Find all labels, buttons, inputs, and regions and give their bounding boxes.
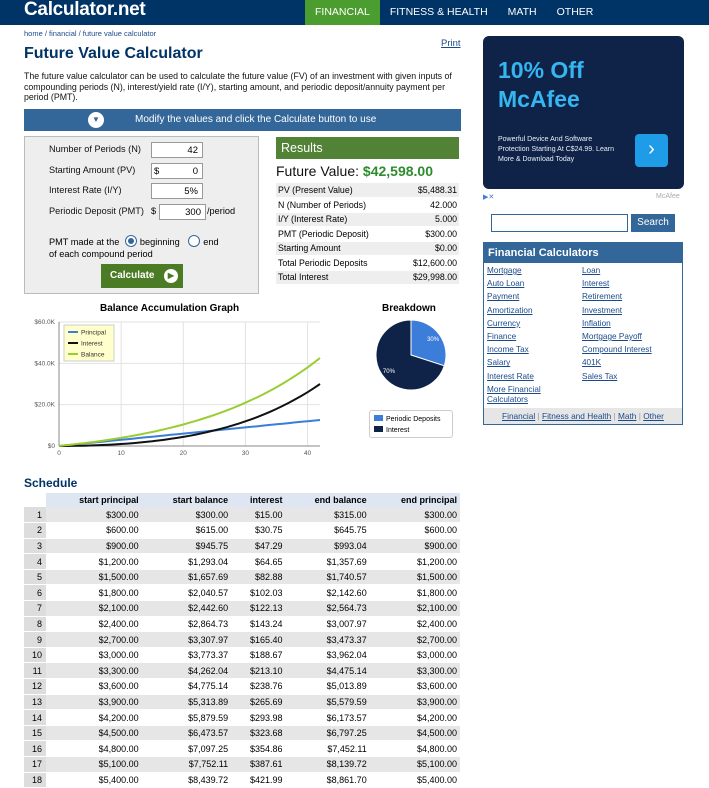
schedule-cell: $2,142.60 bbox=[286, 585, 370, 601]
calc-link-mortgage[interactable]: Mortgage bbox=[487, 266, 522, 275]
table-row bbox=[24, 741, 460, 757]
schedule-cell: $3,007.97 bbox=[286, 616, 370, 632]
result-label: Total Periodic Deposits bbox=[276, 256, 397, 271]
schedule-cell: $323.68 bbox=[231, 725, 285, 741]
schedule-cell: $15.00 bbox=[231, 507, 285, 523]
top-bar bbox=[0, 0, 709, 25]
mcafee-ad[interactable] bbox=[483, 36, 684, 189]
start-amount-prefix: $ bbox=[154, 166, 160, 177]
schedule-cell: $5,013.89 bbox=[286, 679, 370, 695]
schedule-cell: $3,600.00 bbox=[370, 679, 460, 695]
deposit-prefix: $ bbox=[151, 206, 157, 216]
balance-accumulation-chart bbox=[24, 312, 324, 462]
pie-label-periodic-deposits: 30% bbox=[427, 336, 440, 343]
schedule-cell: $82.88 bbox=[231, 569, 285, 585]
schedule-cell: $102.03 bbox=[231, 585, 285, 601]
series-line-interest bbox=[59, 384, 320, 446]
schedule-cell: $5,100.00 bbox=[370, 757, 460, 773]
period-number: 7 bbox=[24, 601, 46, 617]
schedule-cell: $3,900.00 bbox=[46, 694, 142, 710]
table-row bbox=[24, 632, 460, 648]
interest-rate-value: 5 bbox=[184, 186, 190, 197]
schedule-cell: $3,300.00 bbox=[370, 663, 460, 679]
schedule-cell: $4,800.00 bbox=[46, 741, 142, 757]
schedule-cell: $300.00 bbox=[142, 507, 232, 523]
schedule-cell: $4,500.00 bbox=[46, 725, 142, 741]
period-number: 15 bbox=[24, 725, 46, 741]
search-input[interactable] bbox=[491, 214, 628, 232]
financial-calculators-links bbox=[484, 263, 682, 408]
breakdown-title: Breakdown bbox=[382, 303, 436, 314]
footer-link-fitness-and-health[interactable]: Fitness and Health bbox=[542, 411, 612, 421]
schedule-cell: $7,752.11 bbox=[142, 757, 232, 773]
input-form bbox=[24, 136, 259, 294]
y-tick-label: $0 bbox=[47, 443, 55, 450]
schedule-cell: $5,313.89 bbox=[142, 694, 232, 710]
result-label: I/Y (Interest Rate) bbox=[276, 212, 397, 227]
results-table bbox=[276, 183, 459, 285]
period-number: 2 bbox=[24, 523, 46, 539]
calc-link-amortization[interactable]: Amortization bbox=[487, 305, 533, 315]
start-amount-label: Starting Amount (PV) bbox=[49, 165, 136, 175]
schedule-cell: $8,139.72 bbox=[286, 757, 370, 773]
nav-fitness-health[interactable]: FITNESS & HEALTH bbox=[389, 6, 488, 18]
footer-link-other[interactable]: Other bbox=[643, 411, 664, 421]
ad-choices-icon[interactable]: ▶✕ bbox=[483, 194, 495, 201]
schedule-cell: $387.61 bbox=[231, 757, 285, 773]
calc-link-auto-loan[interactable]: Auto Loan bbox=[487, 279, 525, 289]
result-row bbox=[276, 212, 459, 227]
calc-link-payment[interactable]: Payment bbox=[487, 292, 520, 302]
financial-calculators-panel bbox=[483, 242, 683, 425]
column-header: end principal bbox=[370, 493, 460, 507]
start-amount-value: 0 bbox=[192, 166, 198, 177]
schedule-cell: $1,200.00 bbox=[46, 554, 142, 570]
calc-link-interest-rate[interactable]: Interest Rate bbox=[487, 371, 534, 381]
schedule-cell: $1,657.69 bbox=[142, 569, 232, 585]
schedule-cell: $5,400.00 bbox=[46, 772, 142, 788]
schedule-cell: $165.40 bbox=[231, 632, 285, 648]
period-number: 6 bbox=[24, 585, 46, 601]
periodic-deposit-label: Periodic Deposit (PMT) bbox=[49, 206, 144, 216]
result-label: Total Interest bbox=[276, 270, 397, 285]
period-number: 10 bbox=[24, 647, 46, 663]
schedule-cell: $421.99 bbox=[231, 772, 285, 788]
ad-body: Powerful Device And Software Protection Starting At C$24.99. Learn More & Download Today bbox=[498, 136, 614, 163]
result-label: N (Number of Periods) bbox=[276, 198, 397, 213]
table-row bbox=[24, 585, 460, 601]
breakdown-pie-chart bbox=[372, 316, 450, 394]
deposit-suffix: /period bbox=[207, 206, 236, 216]
site-logo[interactable]: Calculator.net bbox=[24, 0, 146, 20]
schedule-cell: $2,442.60 bbox=[142, 601, 232, 617]
breadcrumb[interactable]: home / financial / future value calculator bbox=[24, 29, 157, 38]
schedule-table bbox=[24, 493, 460, 788]
pie-label-interest: 70% bbox=[382, 369, 395, 376]
column-header: start principal bbox=[46, 493, 142, 507]
schedule-cell: $1,740.57 bbox=[286, 569, 370, 585]
schedule-cell: $8,439.72 bbox=[142, 772, 232, 788]
calc-link-investment[interactable]: Investment bbox=[582, 305, 623, 315]
schedule-cell: $5,100.00 bbox=[46, 757, 142, 773]
schedule-cell: $1,500.00 bbox=[46, 569, 142, 585]
calc-link-compound-interest[interactable]: Compound Interest bbox=[582, 345, 652, 355]
main-nav bbox=[305, 0, 603, 25]
periodic-deposit-input[interactable]: 300 bbox=[159, 204, 206, 220]
start-amount-input[interactable] bbox=[151, 163, 203, 179]
schedule-cell: $4,775.14 bbox=[142, 679, 232, 695]
result-value: $12,600.00 bbox=[397, 256, 459, 271]
schedule-cell: $1,800.00 bbox=[46, 585, 142, 601]
pmt-beginning-radio[interactable] bbox=[125, 235, 137, 247]
schedule-cell: $1,500.00 bbox=[370, 569, 460, 585]
result-row bbox=[276, 227, 459, 242]
calc-link-retirement[interactable]: Retirement bbox=[582, 292, 623, 302]
table-row bbox=[24, 694, 460, 710]
calc-link-mortgage-payoff[interactable]: Mortgage Payoff bbox=[582, 332, 642, 341]
calc-link-income-tax[interactable]: Income Tax bbox=[487, 345, 529, 355]
result-row bbox=[276, 198, 459, 213]
schedule-cell: $122.13 bbox=[231, 601, 285, 617]
balance-graph-title: Balance Accumulation Graph bbox=[100, 303, 240, 314]
schedule-cell: $5,579.59 bbox=[286, 694, 370, 710]
periods-label: Number of Periods (N) bbox=[49, 144, 141, 154]
results-heading: Results bbox=[276, 137, 459, 159]
schedule-cell: $143.24 bbox=[231, 616, 285, 632]
schedule-cell: $2,040.57 bbox=[142, 585, 232, 601]
legend-periodic-deposits: Periodic Deposits bbox=[374, 414, 448, 425]
schedule-cell: $1,293.04 bbox=[142, 554, 232, 570]
table-row bbox=[24, 710, 460, 726]
column-header: start balance bbox=[142, 493, 232, 507]
schedule-cell: $300.00 bbox=[46, 507, 142, 523]
result-label: Starting Amount bbox=[276, 241, 397, 256]
result-row bbox=[276, 241, 459, 256]
schedule-cell: $3,307.97 bbox=[142, 632, 232, 648]
calculate-label: Calculate bbox=[110, 270, 155, 281]
schedule-cell: $1,800.00 bbox=[370, 585, 460, 601]
schedule-cell: $2,700.00 bbox=[370, 632, 460, 648]
result-label: PV (Present Value) bbox=[276, 183, 397, 198]
intro-text: The future value calculator can be used to calculate the future value (FV) of an investment with given inputs of compounding periods (N), interest/yield rate (I/Y), starting amount, and periodic deposit/annuity payment per period (PMT). bbox=[24, 71, 452, 102]
pmt-made-label: PMT made at the bbox=[49, 237, 120, 247]
future-value-amount: $42,598.00 bbox=[362, 163, 433, 179]
pmt-compound-text: of each compound period bbox=[49, 249, 153, 259]
y-tick-label: $60.0K bbox=[34, 319, 55, 326]
column-header: interest bbox=[231, 493, 285, 507]
schedule-cell: $47.29 bbox=[231, 538, 285, 554]
table-row bbox=[24, 554, 460, 570]
schedule-cell: $3,473.37 bbox=[286, 632, 370, 648]
schedule-cell: $645.75 bbox=[286, 523, 370, 539]
calc-link-sales-tax[interactable]: Sales Tax bbox=[582, 371, 618, 381]
schedule-cell: $6,173.57 bbox=[286, 710, 370, 726]
calc-link-salary[interactable]: Salary bbox=[487, 358, 511, 368]
result-label: PMT (Periodic Deposit) bbox=[276, 227, 397, 242]
schedule-cell: $4,475.14 bbox=[286, 663, 370, 679]
schedule-cell: $3,000.00 bbox=[46, 647, 142, 663]
period-number: 18 bbox=[24, 772, 46, 788]
print-link[interactable]: Print bbox=[441, 38, 461, 49]
period-number: 4 bbox=[24, 554, 46, 570]
table-row bbox=[24, 663, 460, 679]
schedule-cell: $2,400.00 bbox=[46, 616, 142, 632]
result-row bbox=[276, 256, 459, 271]
interest-rate-label: Interest Rate (I/Y) bbox=[49, 185, 122, 195]
nav-financial[interactable]: FINANCIAL bbox=[305, 0, 380, 25]
x-tick-label: 30 bbox=[241, 450, 250, 457]
schedule-cell: $315.00 bbox=[286, 507, 370, 523]
periods-input[interactable]: 42 bbox=[151, 142, 203, 158]
schedule-cell: $213.10 bbox=[231, 663, 285, 679]
period-number: 3 bbox=[24, 538, 46, 554]
schedule-cell: $5,879.59 bbox=[142, 710, 232, 726]
footer-link-math[interactable]: Math bbox=[617, 411, 637, 421]
ad-headline: 10% Off McAfee bbox=[498, 57, 584, 112]
nav-math[interactable]: MATH bbox=[507, 6, 537, 18]
result-row bbox=[276, 270, 459, 285]
pmt-timing bbox=[49, 235, 254, 260]
schedule-cell: $600.00 bbox=[46, 523, 142, 539]
table-row bbox=[24, 725, 460, 741]
percent-suffix: % bbox=[189, 186, 198, 197]
schedule-cell: $64.65 bbox=[231, 554, 285, 570]
legend-interest: Interest bbox=[374, 425, 448, 436]
period-number: 1 bbox=[24, 507, 46, 523]
calculate-button[interactable] bbox=[101, 264, 183, 288]
schedule-cell: $945.75 bbox=[142, 538, 232, 554]
schedule-cell: $993.04 bbox=[286, 538, 370, 554]
modify-values-text: Modify the values and click the Calculate button to use bbox=[135, 114, 377, 125]
result-value: 5.000 bbox=[397, 212, 459, 227]
column-header: end balance bbox=[286, 493, 370, 507]
chevron-right-icon[interactable]: › bbox=[635, 134, 668, 167]
modify-values-bar[interactable] bbox=[24, 109, 461, 131]
period-number: 16 bbox=[24, 741, 46, 757]
schedule-cell: $2,100.00 bbox=[370, 601, 460, 617]
legend-label-interest: Interest bbox=[81, 340, 103, 348]
table-row bbox=[24, 601, 460, 617]
result-value: $0.00 bbox=[397, 241, 459, 256]
table-row bbox=[24, 616, 460, 632]
x-tick-label: 10 bbox=[117, 450, 125, 457]
schedule-cell: $293.98 bbox=[231, 710, 285, 726]
schedule-cell: $4,200.00 bbox=[370, 710, 460, 726]
search-button[interactable]: Search bbox=[631, 214, 675, 232]
period-number: 17 bbox=[24, 757, 46, 773]
schedule-cell: $5,400.00 bbox=[370, 772, 460, 788]
legend-label-principal: Principal bbox=[81, 329, 106, 337]
schedule-cell: $4,200.00 bbox=[46, 710, 142, 726]
chevron-down-icon: ▼ bbox=[88, 112, 104, 128]
period-number: 11 bbox=[24, 663, 46, 679]
schedule-cell: $1,357.69 bbox=[286, 554, 370, 570]
footer-link-financial[interactable]: Financial bbox=[502, 411, 536, 421]
pmt-end-label: end bbox=[203, 237, 219, 247]
result-row bbox=[276, 183, 459, 198]
future-value-label: Future Value: bbox=[276, 163, 360, 179]
table-row bbox=[24, 507, 460, 523]
table-row bbox=[24, 772, 460, 788]
schedule-cell: $3,600.00 bbox=[46, 679, 142, 695]
schedule-title: Schedule bbox=[24, 476, 78, 490]
schedule-cell: $354.86 bbox=[231, 741, 285, 757]
schedule-cell: $8,861.70 bbox=[286, 772, 370, 788]
table-row bbox=[24, 647, 460, 663]
schedule-cell: $188.67 bbox=[231, 647, 285, 663]
page-title: Future Value Calculator bbox=[24, 45, 203, 62]
calc-link-currency[interactable]: Currency bbox=[487, 318, 521, 328]
schedule-cell: $4,800.00 bbox=[370, 741, 460, 757]
pie-legend bbox=[369, 410, 453, 438]
schedule-cell: $6,797.25 bbox=[286, 725, 370, 741]
schedule-cell: $7,452.11 bbox=[286, 741, 370, 757]
period-number: 13 bbox=[24, 694, 46, 710]
calc-link-interest[interactable]: Interest bbox=[582, 279, 610, 289]
calculator-category-footer: Financial | Fitness and Health | Math | Other bbox=[484, 408, 682, 424]
interest-rate-input[interactable] bbox=[151, 183, 203, 199]
schedule-cell: $300.00 bbox=[370, 507, 460, 523]
schedule-cell: $2,864.73 bbox=[142, 616, 232, 632]
period-number: 14 bbox=[24, 710, 46, 726]
y-tick-label: $20.0K bbox=[34, 401, 55, 409]
schedule-cell: $3,000.00 bbox=[370, 647, 460, 663]
calc-link-more-financial-calculators[interactable]: More Financial Calculators bbox=[487, 384, 541, 404]
table-row bbox=[24, 523, 460, 539]
schedule-cell: $3,773.37 bbox=[142, 647, 232, 663]
pmt-beginning-label: beginning bbox=[139, 237, 180, 247]
calc-link-inflation[interactable]: Inflation bbox=[582, 318, 611, 328]
schedule-cell: $2,100.00 bbox=[46, 601, 142, 617]
x-tick-label: 20 bbox=[179, 450, 187, 457]
result-value: $300.00 bbox=[397, 227, 459, 242]
result-value: 42.000 bbox=[397, 198, 459, 213]
result-value: $29,998.00 bbox=[397, 270, 459, 285]
schedule-cell: $2,700.00 bbox=[46, 632, 142, 648]
schedule-cell: $4,262.04 bbox=[142, 663, 232, 679]
table-row bbox=[24, 757, 460, 773]
schedule-cell: $7,097.25 bbox=[142, 741, 232, 757]
period-number: 9 bbox=[24, 632, 46, 648]
legend-label-balance: Balance bbox=[81, 351, 105, 359]
schedule-cell: $238.76 bbox=[231, 679, 285, 695]
future-value-line bbox=[276, 163, 433, 179]
schedule-cell: $6,473.57 bbox=[142, 725, 232, 741]
calc-link-loan[interactable]: Loan bbox=[582, 266, 601, 275]
result-value: $5,488.31 bbox=[397, 183, 459, 198]
nav-other[interactable]: OTHER bbox=[556, 6, 594, 18]
calc-link-finance[interactable]: Finance bbox=[487, 332, 517, 341]
schedule-cell: $2,564.73 bbox=[286, 601, 370, 617]
schedule-cell: $900.00 bbox=[46, 538, 142, 554]
financial-calculators-heading: Financial Calculators bbox=[484, 243, 682, 263]
period-number: 12 bbox=[24, 679, 46, 695]
play-icon: ▶ bbox=[164, 269, 178, 283]
schedule-cell: $600.00 bbox=[370, 523, 460, 539]
schedule-cell: $265.69 bbox=[231, 694, 285, 710]
period-number: 8 bbox=[24, 616, 46, 632]
table-row bbox=[24, 538, 460, 554]
x-tick-label: 0 bbox=[57, 450, 61, 457]
y-tick-label: $40.0K bbox=[34, 360, 55, 368]
column-header bbox=[24, 493, 46, 507]
schedule-cell: $3,900.00 bbox=[370, 694, 460, 710]
calc-link-401k[interactable]: 401K bbox=[582, 358, 602, 368]
ad-brand: McAfee bbox=[656, 193, 680, 200]
schedule-cell: $3,962.04 bbox=[286, 647, 370, 663]
schedule-cell: $3,300.00 bbox=[46, 663, 142, 679]
schedule-cell: $2,400.00 bbox=[370, 616, 460, 632]
x-tick-label: 40 bbox=[303, 450, 312, 457]
table-row bbox=[24, 569, 460, 585]
period-number: 5 bbox=[24, 569, 46, 585]
table-row bbox=[24, 679, 460, 695]
schedule-cell: $900.00 bbox=[370, 538, 460, 554]
schedule-cell: $4,500.00 bbox=[370, 725, 460, 741]
schedule-cell: $30.75 bbox=[231, 523, 285, 539]
pmt-end-radio[interactable] bbox=[188, 235, 200, 247]
schedule-cell: $615.00 bbox=[142, 523, 232, 539]
schedule-cell: $1,200.00 bbox=[370, 554, 460, 570]
